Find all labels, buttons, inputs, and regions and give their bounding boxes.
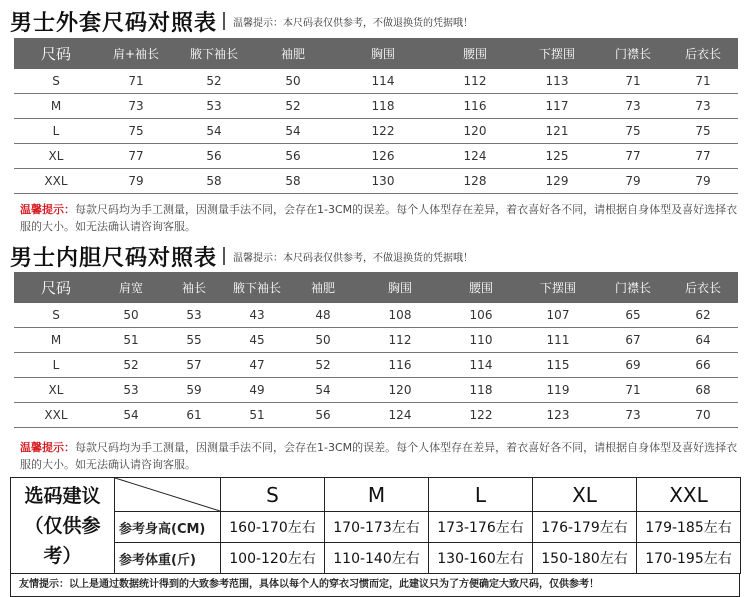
height-label: 参考身高(CM)	[115, 512, 221, 543]
measurement-cell: 129	[516, 169, 598, 194]
table-row	[14, 328, 738, 353]
measurement-cell: 112	[434, 69, 516, 94]
measurement-cell: 125	[516, 144, 598, 169]
measurement-cell: 54	[174, 119, 254, 144]
measurement-cell: 116	[356, 353, 444, 378]
measurement-cell: 52	[98, 353, 164, 378]
measurement-cell: 64	[668, 328, 738, 353]
jacket-size-table	[14, 38, 738, 194]
measurement-cell: 128	[434, 169, 516, 194]
measurement-cell: 106	[444, 303, 518, 328]
size-cell: XL	[14, 378, 98, 403]
measurement-cell: 77	[668, 144, 738, 169]
measurement-cell: 51	[98, 328, 164, 353]
column-header: 门襟长	[598, 272, 668, 303]
measurement-cell: 71	[598, 69, 668, 94]
measurement-cell: 116	[434, 94, 516, 119]
measurement-cell: 69	[598, 353, 668, 378]
measurement-cell: 75	[98, 119, 174, 144]
table-row	[14, 169, 738, 194]
column-header: 下摆围	[518, 272, 598, 303]
recommendation-title	[11, 478, 115, 574]
height-s: 160-170左右	[221, 512, 325, 543]
measurement-cell: 121	[516, 119, 598, 144]
measurement-cell: 118	[444, 378, 518, 403]
measurement-cell: 124	[356, 403, 444, 428]
column-header: 尺码	[14, 38, 98, 69]
column-header: 下摆围	[516, 38, 598, 69]
measurement-cell: 55	[164, 328, 224, 353]
header-corner-cell	[115, 478, 221, 512]
size-cell: XXL	[14, 169, 98, 194]
measurement-cell: 49	[224, 378, 290, 403]
jacket-table-title: 男士外套尺码对照表	[10, 10, 218, 36]
measurement-cell: 52	[174, 69, 254, 94]
measurement-cell: 77	[598, 144, 668, 169]
size-cell: S	[14, 69, 98, 94]
size-cell: XXL	[14, 403, 98, 428]
measurement-cell: 117	[516, 94, 598, 119]
column-header: 肩宽	[98, 272, 164, 303]
table-row	[14, 69, 738, 94]
tip-text: 每款尺码均为手工测量，因测量手法不同，会存在1-3CM的误差。每个人体型存在差异，着衣喜好各不同，请根据自身体型及喜好选择衣服的大小。如无法确认请咨询客服。	[20, 441, 738, 471]
recommendation-title-line1: 选码建议	[24, 484, 101, 507]
column-header: 尺码	[14, 272, 98, 303]
column-header: 袖长	[164, 272, 224, 303]
recommendation-title-line2: （仅供参考）	[24, 514, 101, 567]
measurement-cell: 50	[290, 328, 356, 353]
measurement-cell: 54	[98, 403, 164, 428]
measurement-cell: 68	[668, 378, 738, 403]
measurement-cell: 48	[290, 303, 356, 328]
measurement-cell: 56	[290, 403, 356, 428]
liner-title-row	[0, 239, 750, 273]
measurement-cell: 58	[174, 169, 254, 194]
liner-note: 温馨提示：本尺码表仅供参考，不做退换货的凭据哦！	[233, 252, 474, 264]
measurement-cell: 130	[332, 169, 434, 194]
measurement-cell: 108	[356, 303, 444, 328]
size-xxl: XXL	[637, 478, 741, 512]
column-header: 门襟长	[598, 38, 668, 69]
measurement-cell: 71	[98, 69, 174, 94]
table-row	[14, 144, 738, 169]
title-divider	[223, 247, 225, 265]
size-recommendation	[10, 477, 740, 591]
column-header: 腰围	[444, 272, 518, 303]
measurement-cell: 65	[598, 303, 668, 328]
measurement-cell: 45	[224, 328, 290, 353]
measurement-cell: 61	[164, 403, 224, 428]
table-row	[14, 94, 738, 119]
measurement-cell: 118	[332, 94, 434, 119]
measurement-cell: 111	[518, 328, 598, 353]
column-header: 腋下袖长	[224, 272, 290, 303]
recommendation-table	[10, 477, 741, 574]
measurement-cell: 73	[598, 94, 668, 119]
measurement-cell: 122	[444, 403, 518, 428]
measurement-cell: 75	[668, 119, 738, 144]
weight-l: 130-160左右	[429, 543, 533, 574]
measurement-cell: 119	[518, 378, 598, 403]
measurement-cell: 53	[98, 378, 164, 403]
measurement-cell: 71	[598, 378, 668, 403]
table-row	[14, 353, 738, 378]
measurement-cell: 50	[98, 303, 164, 328]
size-cell: L	[14, 119, 98, 144]
measurement-cell: 79	[98, 169, 174, 194]
measurement-cell: 124	[434, 144, 516, 169]
measurement-cell: 73	[98, 94, 174, 119]
measurement-cell: 73	[668, 94, 738, 119]
jacket-tip	[20, 201, 740, 235]
size-cell: M	[14, 328, 98, 353]
size-cell: S	[14, 303, 98, 328]
measurement-cell: 114	[332, 69, 434, 94]
measurement-cell: 71	[668, 69, 738, 94]
measurement-cell: 54	[254, 119, 332, 144]
measurement-cell: 67	[598, 328, 668, 353]
column-header: 腰围	[434, 38, 516, 69]
size-xl: XL	[533, 478, 637, 512]
jacket-title-row	[0, 4, 750, 38]
liner-table-title: 男士内胆尺码对照表	[10, 245, 218, 271]
weight-m: 110-140左右	[325, 543, 429, 574]
measurement-cell: 58	[254, 169, 332, 194]
weight-xxl: 170-195左右	[637, 543, 741, 574]
table-row	[14, 378, 738, 403]
measurement-cell: 123	[518, 403, 598, 428]
column-header: 腋下袖长	[174, 38, 254, 69]
measurement-cell: 56	[174, 144, 254, 169]
column-header: 袖肥	[290, 272, 356, 303]
height-xxl: 179-185左右	[637, 512, 741, 543]
measurement-cell: 66	[668, 353, 738, 378]
column-header: 后衣长	[668, 272, 738, 303]
jacket-header-row	[14, 38, 738, 69]
column-header: 胸围	[356, 272, 444, 303]
measurement-cell: 53	[174, 94, 254, 119]
measurement-cell: 70	[668, 403, 738, 428]
liner-header-row	[14, 272, 738, 303]
size-cell: XL	[14, 144, 98, 169]
measurement-cell: 115	[518, 353, 598, 378]
column-header: 后衣长	[668, 38, 738, 69]
measurement-cell: 79	[598, 169, 668, 194]
height-m: 170-173左右	[325, 512, 429, 543]
measurement-cell: 75	[598, 119, 668, 144]
measurement-cell: 51	[224, 403, 290, 428]
size-cell: M	[14, 94, 98, 119]
tip-text: 每款尺码均为手工测量，因测量手法不同，会存在1-3CM的误差。每个人体型存在差异，着衣喜好各不同，请根据自身体型及喜好选择衣服的大小。如无法确认请咨询客服。	[20, 203, 738, 233]
table-row	[14, 119, 738, 144]
measurement-cell: 50	[254, 69, 332, 94]
measurement-cell: 110	[444, 328, 518, 353]
table-row	[14, 303, 738, 328]
height-xl: 176-179左右	[533, 512, 637, 543]
measurement-cell: 113	[516, 69, 598, 94]
measurement-cell: 77	[98, 144, 174, 169]
tip-label: 温馨提示：	[20, 203, 75, 216]
liner-size-table	[14, 272, 738, 428]
measurement-cell: 120	[356, 378, 444, 403]
measurement-cell: 43	[224, 303, 290, 328]
measurement-cell: 57	[164, 353, 224, 378]
measurement-cell: 126	[332, 144, 434, 169]
measurement-cell: 47	[224, 353, 290, 378]
size-l: L	[429, 478, 533, 512]
table-row	[14, 403, 738, 428]
size-m: M	[325, 478, 429, 512]
measurement-cell: 52	[254, 94, 332, 119]
measurement-cell: 53	[164, 303, 224, 328]
column-header: 袖肥	[254, 38, 332, 69]
height-l: 173-176左右	[429, 512, 533, 543]
measurement-cell: 73	[598, 403, 668, 428]
measurement-cell: 62	[668, 303, 738, 328]
diagonal-line	[115, 478, 220, 511]
measurement-cell: 112	[356, 328, 444, 353]
column-header: 肩+袖长	[98, 38, 174, 69]
measurement-cell: 120	[434, 119, 516, 144]
liner-tip	[20, 439, 740, 473]
measurement-cell: 52	[290, 353, 356, 378]
measurement-cell: 59	[164, 378, 224, 403]
measurement-cell: 122	[332, 119, 434, 144]
column-header: 胸围	[332, 38, 434, 69]
measurement-cell: 107	[518, 303, 598, 328]
measurement-cell: 79	[668, 169, 738, 194]
measurement-cell: 56	[254, 144, 332, 169]
tip-label: 温馨提示：	[20, 441, 75, 454]
weight-xl: 150-180左右	[533, 543, 637, 574]
weight-s: 100-120左右	[221, 543, 325, 574]
size-cell: L	[14, 353, 98, 378]
measurement-cell: 114	[444, 353, 518, 378]
weight-label: 参考体重(斤)	[115, 543, 221, 574]
title-divider	[223, 12, 225, 30]
size-s: S	[221, 478, 325, 512]
measurement-cell: 54	[290, 378, 356, 403]
recommendation-footer: 友情提示：以上是通过数据统计得到的大致参考范围，具体以每个人的穿衣习惯而定，此建议只为了方便确定大致尺码，仅供参考！	[10, 574, 740, 597]
jacket-note: 温馨提示：本尺码表仅供参考，不做退换货的凭据哦！	[233, 17, 474, 29]
